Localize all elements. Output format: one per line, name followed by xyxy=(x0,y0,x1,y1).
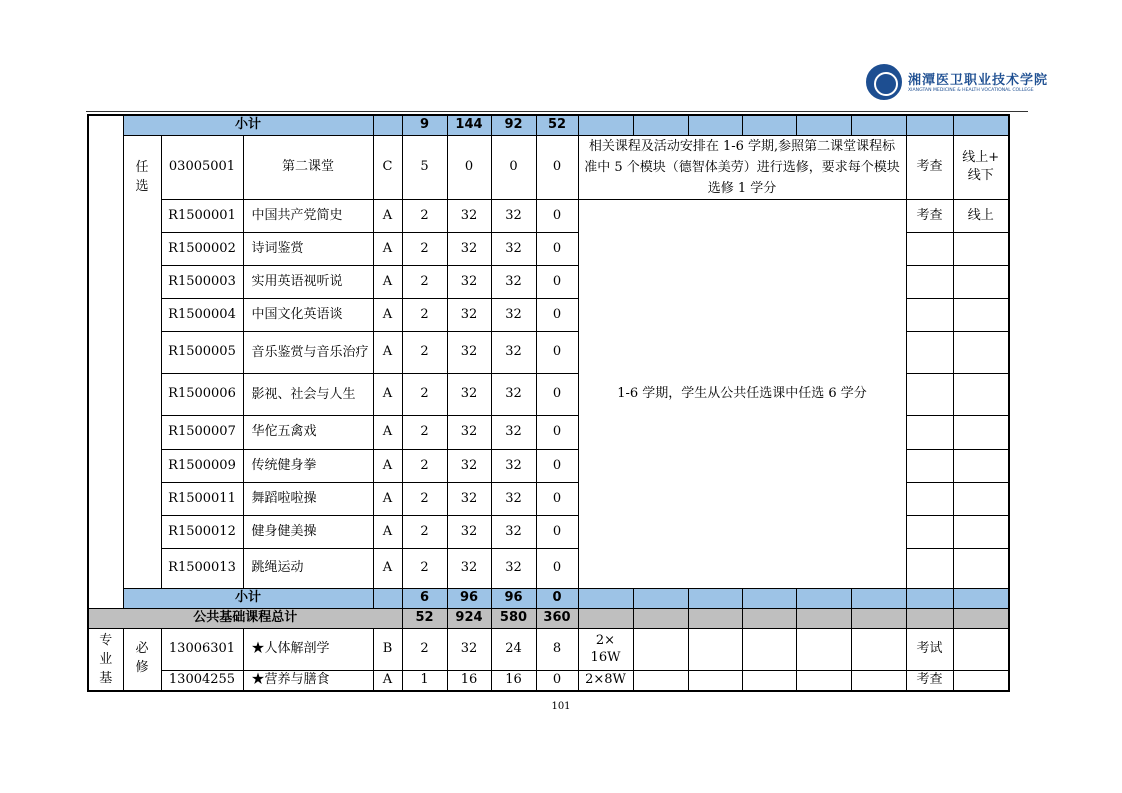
course-hours: 32 xyxy=(447,628,491,670)
course-mode xyxy=(953,449,1009,482)
course-theory: 32 xyxy=(491,515,536,548)
subtotal-row xyxy=(88,588,1009,608)
empty-cell xyxy=(633,588,688,608)
course-assessment: 考试 xyxy=(906,628,953,670)
subtotal-hours: 144 xyxy=(447,115,491,135)
course-practice: 8 xyxy=(536,628,578,670)
course-type: A xyxy=(373,449,402,482)
subtotal-label: 小计 xyxy=(123,588,373,608)
course-name: 诗词鉴赏 xyxy=(243,232,373,265)
empty-cell xyxy=(851,608,906,628)
course-name: 华佗五禽戏 xyxy=(243,415,373,449)
empty-cell xyxy=(688,588,742,608)
course-credits: 2 xyxy=(402,373,447,415)
college-emblem-icon xyxy=(866,64,902,100)
total-hours: 924 xyxy=(447,608,491,628)
empty-cell xyxy=(953,670,1009,691)
page-number: 101 xyxy=(551,701,571,712)
course-mode xyxy=(953,265,1009,298)
course-practice: 0 xyxy=(536,415,578,449)
total-label: 公共基础课程总计 xyxy=(88,608,402,628)
course-theory: 32 xyxy=(491,449,536,482)
course-mode xyxy=(953,232,1009,265)
empty-cell xyxy=(373,588,402,608)
course-code: R1500003 xyxy=(161,265,243,298)
empty-cell xyxy=(688,628,742,670)
required-category: 必 修 xyxy=(123,628,161,691)
course-name: 中国共产党简史 xyxy=(243,199,373,232)
course-practice: 0 xyxy=(536,298,578,331)
subtotal-label: 小计 xyxy=(123,115,373,135)
empty-cell xyxy=(796,588,851,608)
course-code: R1500006 xyxy=(161,373,243,415)
course-type: A xyxy=(373,331,402,373)
course-name: ★营养与膳食 xyxy=(243,670,373,691)
course-name: 健身健美操 xyxy=(243,515,373,548)
empty-cell xyxy=(906,115,953,135)
course-hours: 0 xyxy=(447,135,491,199)
course-assessment xyxy=(906,265,953,298)
course-practice: 0 xyxy=(536,373,578,415)
second-class-note: 相关课程及活动安排在 1-6 学期,参照第二课堂课程标准中 5 个模块（德智体美劳）进行选修，要求每个模块选修 1 学分 xyxy=(578,135,906,199)
course-credits: 5 xyxy=(402,135,447,199)
empty-cell xyxy=(796,115,851,135)
course-code: R1500007 xyxy=(161,415,243,449)
course-name: 实用英语视听说 xyxy=(243,265,373,298)
course-theory: 32 xyxy=(491,373,536,415)
course-code: R1500001 xyxy=(161,199,243,232)
course-code: 03005001 xyxy=(161,135,243,199)
course-code: R1500005 xyxy=(161,331,243,373)
course-assessment xyxy=(906,515,953,548)
course-assessment xyxy=(906,449,953,482)
empty-cell xyxy=(796,628,851,670)
course-theory: 32 xyxy=(491,331,536,373)
course-code: 13006301 xyxy=(161,628,243,670)
course-credits: 2 xyxy=(402,415,447,449)
course-hours: 32 xyxy=(447,482,491,515)
subtotal-credits: 9 xyxy=(402,115,447,135)
course-type: A xyxy=(373,373,402,415)
course-practice: 0 xyxy=(536,265,578,298)
course-name: 传统健身拳 xyxy=(243,449,373,482)
course-code: R1500013 xyxy=(161,548,243,588)
course-hours: 32 xyxy=(447,265,491,298)
college-logo xyxy=(866,64,1049,104)
course-credits: 2 xyxy=(402,331,447,373)
course-type: A xyxy=(373,265,402,298)
subtotal-credits: 6 xyxy=(402,588,447,608)
table-row xyxy=(88,135,1009,199)
course-type: A xyxy=(373,415,402,449)
course-code: R1500011 xyxy=(161,482,243,515)
course-hours: 32 xyxy=(447,548,491,588)
course-hours: 32 xyxy=(447,415,491,449)
course-hours: 32 xyxy=(447,298,491,331)
course-credits: 2 xyxy=(402,232,447,265)
course-name: 跳绳运动 xyxy=(243,548,373,588)
course-name: 影视、社会与人生 xyxy=(243,373,373,415)
course-theory: 32 xyxy=(491,199,536,232)
course-code: R1500012 xyxy=(161,515,243,548)
empty-cell xyxy=(633,670,688,691)
course-type: A xyxy=(373,548,402,588)
course-assessment: 考查 xyxy=(906,135,953,199)
subtotal-practice: 0 xyxy=(536,588,578,608)
course-theory: 32 xyxy=(491,265,536,298)
elective-category: 任 选 xyxy=(123,135,161,588)
semester-1-hours: 2×8W xyxy=(578,670,633,691)
header-rule xyxy=(86,111,1028,112)
empty-cell xyxy=(953,628,1009,670)
course-name: 舞蹈啦啦操 xyxy=(243,482,373,515)
empty-cell xyxy=(851,628,906,670)
course-code: R1500002 xyxy=(161,232,243,265)
course-practice: 0 xyxy=(536,670,578,691)
course-practice: 0 xyxy=(536,548,578,588)
course-practice: 0 xyxy=(536,199,578,232)
course-assessment xyxy=(906,482,953,515)
course-code: R1500004 xyxy=(161,298,243,331)
course-theory: 32 xyxy=(491,298,536,331)
course-mode: 线上 xyxy=(953,199,1009,232)
empty-cell xyxy=(688,608,742,628)
table-row xyxy=(88,199,1009,232)
empty-cell xyxy=(373,115,402,135)
course-mode xyxy=(953,373,1009,415)
empty-cell xyxy=(578,588,633,608)
table-row xyxy=(88,670,1009,691)
course-type: A xyxy=(373,232,402,265)
course-mode xyxy=(953,482,1009,515)
course-hours: 32 xyxy=(447,331,491,373)
course-credits: 1 xyxy=(402,670,447,691)
course-code: R1500009 xyxy=(161,449,243,482)
public-elective-note: 1-6 学期，学生从公共任选课中任选 6 学分 xyxy=(578,199,906,588)
course-theory: 0 xyxy=(491,135,536,199)
course-type: A xyxy=(373,515,402,548)
empty-cell xyxy=(851,588,906,608)
empty-cell xyxy=(953,608,1009,628)
empty-cell xyxy=(688,670,742,691)
course-assessment xyxy=(906,373,953,415)
course-theory: 32 xyxy=(491,415,536,449)
course-credits: 2 xyxy=(402,298,447,331)
course-type: B xyxy=(373,628,402,670)
total-theory: 580 xyxy=(491,608,536,628)
course-practice: 0 xyxy=(536,449,578,482)
empty-cell xyxy=(688,115,742,135)
course-theory: 16 xyxy=(491,670,536,691)
course-mode xyxy=(953,548,1009,588)
course-assessment xyxy=(906,415,953,449)
course-mode xyxy=(953,415,1009,449)
empty-cell xyxy=(796,608,851,628)
course-practice: 0 xyxy=(536,482,578,515)
course-assessment: 考查 xyxy=(906,199,953,232)
empty-cell xyxy=(578,115,633,135)
empty-cell xyxy=(633,608,688,628)
course-hours: 16 xyxy=(447,670,491,691)
course-practice: 0 xyxy=(536,232,578,265)
course-practice: 0 xyxy=(536,515,578,548)
course-credits: 2 xyxy=(402,199,447,232)
course-table xyxy=(87,114,1010,692)
category-cell-public xyxy=(88,115,123,608)
course-credits: 2 xyxy=(402,482,447,515)
subtotal-theory: 96 xyxy=(491,588,536,608)
course-theory: 24 xyxy=(491,628,536,670)
course-code: 13004255 xyxy=(161,670,243,691)
course-assessment xyxy=(906,331,953,373)
subtotal-practice: 52 xyxy=(536,115,578,135)
course-name: ★人体解剖学 xyxy=(243,628,373,670)
empty-cell xyxy=(578,608,633,628)
course-hours: 32 xyxy=(447,232,491,265)
course-name: 第二课堂 xyxy=(243,135,373,199)
subtotal-row xyxy=(88,115,1009,135)
course-practice: 0 xyxy=(536,331,578,373)
empty-cell xyxy=(742,608,796,628)
course-theory: 32 xyxy=(491,482,536,515)
course-type: A xyxy=(373,670,402,691)
course-hours: 32 xyxy=(447,373,491,415)
course-hours: 32 xyxy=(447,449,491,482)
empty-cell xyxy=(906,588,953,608)
course-name: 音乐鉴赏与音乐治疗 xyxy=(243,331,373,373)
empty-cell xyxy=(796,670,851,691)
course-hours: 32 xyxy=(447,199,491,232)
semester-1-hours: 2× 16W xyxy=(578,628,633,670)
course-assessment xyxy=(906,548,953,588)
course-credits: 2 xyxy=(402,548,447,588)
course-mode xyxy=(953,515,1009,548)
total-row xyxy=(88,608,1009,628)
course-assessment xyxy=(906,298,953,331)
subtotal-theory: 92 xyxy=(491,115,536,135)
course-theory: 32 xyxy=(491,548,536,588)
course-type: A xyxy=(373,298,402,331)
empty-cell xyxy=(742,670,796,691)
empty-cell xyxy=(906,608,953,628)
course-theory: 32 xyxy=(491,232,536,265)
empty-cell xyxy=(851,115,906,135)
course-hours: 32 xyxy=(447,515,491,548)
table-row xyxy=(88,628,1009,670)
empty-cell xyxy=(851,670,906,691)
course-type: C xyxy=(373,135,402,199)
course-assessment xyxy=(906,232,953,265)
empty-cell xyxy=(633,628,688,670)
course-assessment: 考查 xyxy=(906,670,953,691)
logo-name: 湘潭医卫职业技术学院 xyxy=(908,73,1049,88)
empty-cell xyxy=(953,588,1009,608)
major-category: 专 业 基 xyxy=(88,628,123,691)
course-type: A xyxy=(373,482,402,515)
logo-subtitle: XIANGTAN MEDICINE & HEALTH VOCATIONAL COLLEGE xyxy=(908,88,1034,93)
total-practice: 360 xyxy=(536,608,578,628)
course-practice: 0 xyxy=(536,135,578,199)
empty-cell xyxy=(742,588,796,608)
course-mode xyxy=(953,331,1009,373)
course-mode xyxy=(953,298,1009,331)
course-credits: 2 xyxy=(402,628,447,670)
course-mode: 线上+ 线下 xyxy=(953,135,1009,199)
empty-cell xyxy=(953,115,1009,135)
empty-cell xyxy=(742,628,796,670)
course-credits: 2 xyxy=(402,515,447,548)
course-credits: 2 xyxy=(402,265,447,298)
total-credits: 52 xyxy=(402,608,447,628)
course-type: A xyxy=(373,199,402,232)
empty-cell xyxy=(742,115,796,135)
course-name: 中国文化英语谈 xyxy=(243,298,373,331)
empty-cell xyxy=(633,115,688,135)
course-credits: 2 xyxy=(402,449,447,482)
subtotal-hours: 96 xyxy=(447,588,491,608)
